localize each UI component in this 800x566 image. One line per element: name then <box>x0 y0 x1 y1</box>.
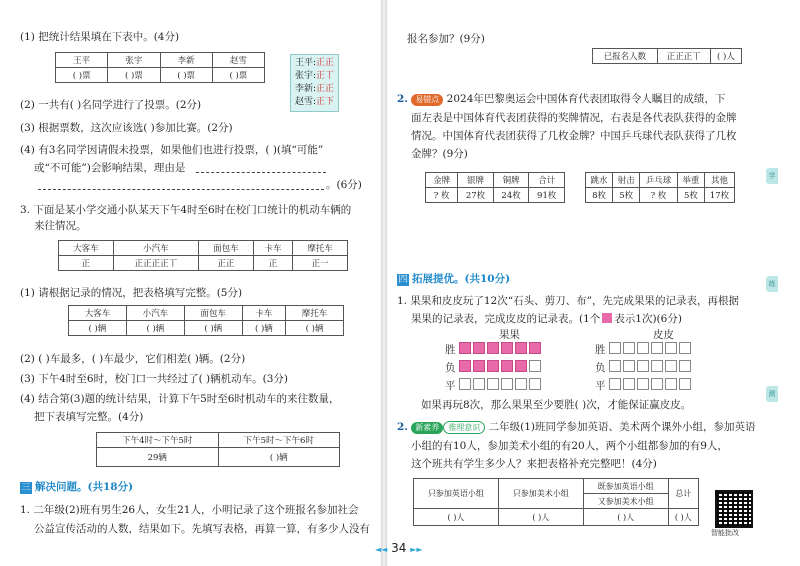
grid-cell <box>609 342 621 354</box>
q3-part4-b: 把下表填写完整。(4分) <box>34 411 144 423</box>
time-period-table: 下午4时～下午5时 下午5时～下午6时 29辆 ( )辆 <box>96 432 340 467</box>
row-label-win: 胜 <box>445 344 456 356</box>
medal-question-a: 2. 易错点 2024年巴黎奥运会中国体育代表团取得令人瞩目的成绩，下 <box>397 93 726 105</box>
vote-tally-note: 王平:正正 张宇:正丅 李新:正正 赵雪:正下 <box>290 54 339 112</box>
grid-cell <box>473 342 485 354</box>
grid-cell <box>623 378 635 390</box>
vote-table: 王平 张宇 李新 赵雪 ( )票 ( )票 ( )票 ( )票 <box>55 52 265 83</box>
page-number: ◄◄ 34 ►► <box>375 541 423 555</box>
q3-stem-b: 来往情况。 <box>34 220 87 232</box>
error-prone-tag: 易错点 <box>411 94 443 106</box>
pink-square-icon <box>602 313 612 323</box>
grid-cell <box>515 342 527 354</box>
grid-cell <box>501 342 513 354</box>
grid-cell <box>637 342 649 354</box>
grid-cell <box>487 342 499 354</box>
grid-cell <box>459 378 471 390</box>
grid-cell <box>665 378 677 390</box>
left-page <box>0 0 381 566</box>
grid-cell <box>529 342 541 354</box>
medal-question-b: 面左表是中国体育代表团获得的奖牌情况，右表是各代表队获得的金牌 <box>411 112 737 124</box>
answer-line <box>38 189 324 190</box>
word-problem-1-c: 报名参加？(9分) <box>407 33 485 45</box>
extension-2-a: 2. 新素养 推理意识 二年级(1)班同学参加英语、美术两个课外小组，参加英语 <box>397 421 756 433</box>
q1-part3: (3) 根据票数，这次应该选( )参加比赛。(2分) <box>20 122 233 134</box>
edge-tab-practice[interactable]: 练 <box>766 276 778 292</box>
grid-cell <box>501 360 513 372</box>
medal-question-d: 金牌？(9分) <box>411 148 468 160</box>
next-arrow-icon[interactable]: ►► <box>410 545 423 554</box>
grid-cell <box>487 360 499 372</box>
row-label-lose: 负 <box>445 362 456 374</box>
grid-cell <box>623 342 635 354</box>
extension-2-c: 这个班共有学生多少人？来把表格补充完整吧！(4分) <box>411 458 657 470</box>
signup-table: 已报名人数 正正正丅 ( )人 <box>592 48 742 64</box>
qr-caption: 智能批改 <box>711 529 739 537</box>
grid-cell <box>637 378 649 390</box>
grid-cell <box>487 378 499 390</box>
traffic-tally-table: 大客车 小汽车 面包车 卡车 摩托车 正 正正正正丅 正正 正 正一 <box>58 240 348 271</box>
grid-cell <box>515 378 527 390</box>
edge-tab-test[interactable]: 测 <box>766 386 778 402</box>
grid-cell <box>679 342 691 354</box>
extension-1-a: 1. 果果和皮皮玩了12次“石头、剪刀、布”，先完成果果的记录表，再根据 <box>397 295 739 307</box>
grid-cell <box>501 378 513 390</box>
grid-cell <box>609 378 621 390</box>
section3-heading: 三 解决问题。(共18分) <box>21 481 134 493</box>
grid-cell <box>459 342 471 354</box>
grid-cell <box>609 360 621 372</box>
q3-part1: (1) 请根据记录的情况，把表格填写完整。(5分) <box>20 287 243 299</box>
q3-stem-a: 3. 下面是某小学交通小队某天下午4时至6时在校门口统计的机动车辆的 <box>20 204 352 216</box>
grid-cell <box>679 360 691 372</box>
q3-part4-a: (4) 结合第(3)题的统计结果，计算下午5时至6时机动车的来往数量， <box>20 393 340 405</box>
q1-part4-c: 。(6分) <box>326 179 362 191</box>
grid-cell <box>515 360 527 372</box>
row-label-draw: 平 <box>445 380 456 392</box>
grid-cell <box>637 360 649 372</box>
grid-cell <box>651 378 663 390</box>
q1-part4-b: 或“不可能”)会影响结果，理由是 <box>34 162 186 174</box>
row-label-win: 胜 <box>595 344 606 356</box>
right-page <box>387 0 767 566</box>
edge-tabs <box>766 0 800 566</box>
q1-part1: (1) 把统计结果填在下表中。(4分) <box>20 31 180 43</box>
club-table: 只参加英语小组 只参加美术小组 既参加英语小组 总计 又参加美术小组 ( )人 ( )人 ( )人 ( )人 <box>413 478 699 526</box>
section4-heading: 四 拓展提优。(共10分) <box>398 273 511 285</box>
word-problem-1-b: 公益宣传活动的人数，结果如下。先填写表格，再算一算，有多少人没有 <box>34 523 370 535</box>
row-label-lose: 负 <box>595 362 606 374</box>
medal-table: 金牌 银牌 铜牌 合计 ? 枚 27枚 24枚 91枚 <box>425 172 565 203</box>
grid-cell <box>665 360 677 372</box>
traffic-count-table: 大客车 小汽车 面包车 卡车 摩托车 ( )辆 ( )辆 ( )辆 ( )辆 ( )辆 <box>68 305 344 336</box>
word-problem-1-a: 1. 二年级(2)班有男生26人，女生21人，小明记录了这个班报名参加社会 <box>20 504 359 516</box>
extension-1-b: 果果的记录表，完成皮皮的记录表。(1个 表示1次)(6分) <box>411 313 682 325</box>
q1-part4-a: (4) 有3名同学因请假未投票，如果他们也进行投票，( )(填“可能” <box>20 144 324 156</box>
q3-part2: (2) ( )车最多，( )车最少，它们相差( )辆。(2分) <box>20 353 246 365</box>
grid-cell <box>529 378 541 390</box>
pipi-label: 皮皮 <box>653 329 674 341</box>
gold-medal-table: 跳水 射击 乒乓球 举重 其他 8枚 5枚 ? 枚 5枚 17枚 <box>585 172 735 203</box>
q3-part3: (3) 下午4时至6时，校门口一共经过了( )辆机动车。(3分) <box>20 373 288 385</box>
grid-cell <box>665 342 677 354</box>
answer-line <box>196 172 326 173</box>
grid-cell <box>459 360 471 372</box>
extension-2-b: 小组的有10人，参加美术小组的有20人，两个小组都参加的有9人， <box>411 440 728 452</box>
grid-cell <box>473 360 485 372</box>
guoguo-label: 果果 <box>499 329 520 341</box>
qr-code[interactable] <box>715 490 753 528</box>
edge-tab-study[interactable]: 学 <box>766 168 778 184</box>
grid-cell <box>651 360 663 372</box>
grid-cell <box>679 378 691 390</box>
grid-cell <box>529 360 541 372</box>
medal-question-c: 情况。中国体育代表团获得了几枚金牌？中国乒乓球代表队获得了几枚 <box>411 130 737 142</box>
grid-cell <box>623 360 635 372</box>
grid-cell <box>473 378 485 390</box>
q1-part2: (2) 一共有( )名同学进行了投票。(2分) <box>20 99 202 111</box>
grid-cell <box>651 342 663 354</box>
prev-arrow-icon[interactable]: ◄◄ <box>375 545 388 554</box>
row-label-draw: 平 <box>595 380 606 392</box>
extension-1-c: 如果再玩8次，那么果果至少要胜( )次，才能保证赢皮皮。 <box>421 399 692 411</box>
